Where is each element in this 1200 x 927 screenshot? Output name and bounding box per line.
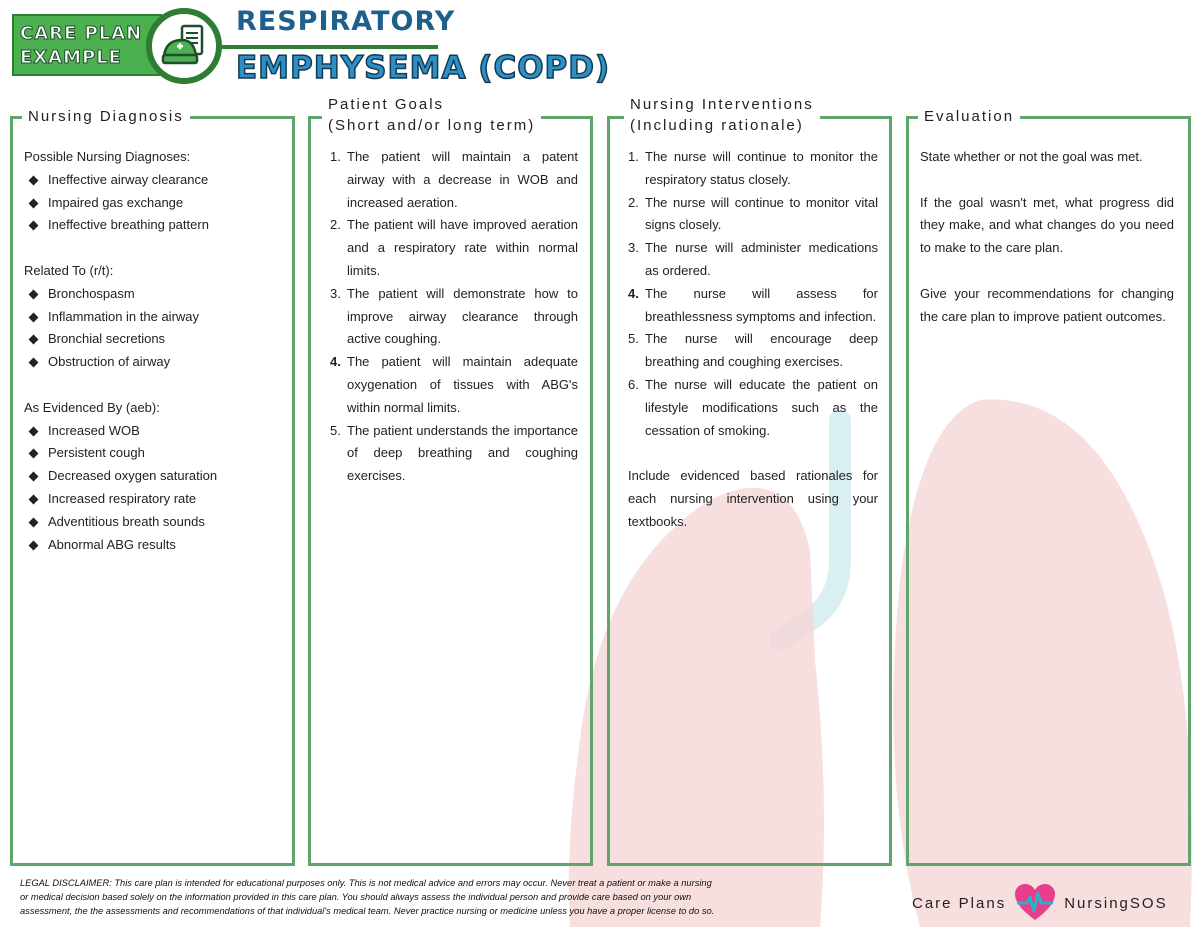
evaluation-content: [920, 146, 1174, 328]
list-item: 5. The nurse will encourage deep breathing and coughing exercises.: [628, 328, 878, 374]
evaluation-paragraph-1: State whether or not the goal was met.: [920, 149, 1143, 164]
intervention-text: The nurse will encourage deep breathing and coughing exercises.: [645, 331, 878, 370]
patient-goals-list: [330, 146, 578, 488]
list-item: Impaired gas exchange: [24, 192, 286, 215]
nursing-interventions-heading-line1: Nursing Interventions: [630, 96, 814, 113]
evaluation-heading: Evaluation: [918, 106, 1020, 127]
brand-footer: [912, 884, 1168, 922]
goal-text: The patient understands the importance of deep breathing and coughing exercises.: [347, 422, 578, 484]
nurse-hat-clipboard-icon: [146, 8, 222, 84]
list-item: 6. The nurse will educate the patient on lifestyle modifications such as the cessation of smoking.: [628, 374, 878, 442]
nursing-interventions-heading-line2: (Including rationale): [630, 117, 804, 134]
list-item: 4. The patient will maintain adequate oxygenation of tissues with ABG's within normal limits.: [330, 351, 578, 419]
interventions-note: Include evidenced based rationales for each nursing intervention using your textbooks.: [628, 468, 878, 529]
goal-text: The patient will demonstrate how to improve airway clearance through active coughing.: [347, 285, 578, 347]
list-item: Increased WOB: [24, 420, 286, 443]
disclaimer-line-2: or medical decision based solely on the information provided in this care plan. You should always assess the individual person and provide care based on your own: [20, 892, 692, 903]
patient-goals-content: [330, 146, 578, 488]
nursing-diagnosis-content: [24, 146, 286, 556]
tag-line-2: EXAMPLE: [20, 47, 122, 68]
list-item: Inflammation in the airway: [24, 306, 286, 329]
list-item: Obstruction of airway: [24, 351, 286, 374]
evaluation-paragraph-2: If the goal wasn't met, what progress did they make, and what changes do you need to make to the care plan.: [920, 194, 1174, 256]
related-to-list: [24, 283, 286, 374]
heart-pulse-icon: [1014, 884, 1056, 922]
evidenced-by-label: As Evidenced By (aeb):: [24, 399, 160, 415]
list-item: Increased respiratory rate: [24, 488, 286, 511]
list-item: 2. The nurse will continue to monitor vital signs closely.: [628, 192, 878, 238]
intervention-text: The nurse will administer medications as ordered.: [645, 240, 878, 278]
list-item: Ineffective breathing pattern: [24, 214, 286, 237]
list-item: Bronchial secretions: [24, 328, 286, 351]
list-item: 4. The nurse will assess for breathlessness symptoms and infection.: [628, 283, 878, 329]
brand-care-plans: Care Plans: [912, 894, 1007, 912]
related-to-label: Related To (r/t):: [24, 262, 114, 278]
intervention-text: The nurse will educate the patient on lifestyle modifications such as the cessation of smoking.: [645, 376, 878, 438]
patient-goals-heading: [322, 94, 541, 136]
nursing-interventions-content: [628, 146, 878, 534]
intervention-text: The nurse will continue to monitor vital signs closely.: [645, 194, 878, 233]
evaluation-paragraph-3: Give your recommendations for changing the care plan to improve patient outcomes.: [920, 285, 1174, 324]
brand-nursingsos: NursingSOS: [1064, 894, 1168, 912]
condition-title: EMPHYSEMA (COPD): [236, 50, 611, 86]
list-item: Decreased oxygen saturation: [24, 465, 286, 488]
list-item: 5. The patient understands the importance of deep breathing and coughing exercises.: [330, 420, 578, 488]
list-item: 1. The nurse will continue to monitor the respiratory status closely.: [628, 146, 878, 192]
list-item: Bronchospasm: [24, 283, 286, 306]
list-item: 3. The patient will demonstrate how to improve airway clearance through active coughing.: [330, 283, 578, 351]
intervention-text: The nurse will continue to monitor the respiratory status closely.: [645, 149, 878, 187]
interventions-list: [628, 146, 878, 442]
tag-line-1: CARE PLAN: [20, 23, 143, 44]
patient-goals-heading-line1: Patient Goals: [328, 96, 445, 113]
legal-disclaimer: [20, 876, 810, 919]
nursing-interventions-heading: [624, 94, 820, 136]
list-item: 1. The patient will maintain a patent airway with a decrease in WOB and increased aeration.: [330, 146, 578, 214]
list-item: Persistent cough: [24, 442, 286, 465]
goal-text: The patient will have improved aeration and a respiratory rate within normal limits.: [347, 217, 578, 278]
possible-diagnoses-label: Possible Nursing Diagnoses:: [24, 149, 191, 164]
list-item: Ineffective airway clearance: [24, 169, 286, 192]
disclaimer-line-3: assessment, the the assessments and recommendations of that individual's medical team. Never practice nursing or medicine unless you have a proper license to do so.: [20, 906, 715, 917]
disclaimer-line-1: LEGAL DISCLAIMER: This care plan is intended for educational purposes only. This is not medical advice and errors may occur. Never treat a patient or make a nursing: [20, 878, 712, 888]
list-item: Adventitious breath sounds: [24, 511, 286, 534]
nursing-diagnosis-heading: Nursing Diagnosis: [22, 106, 190, 127]
goal-text: The patient will maintain a patent airway with a decrease in WOB and increased aeration.: [347, 149, 578, 210]
list-item: 2. The patient will have improved aeration and a respiratory rate within normal limits.: [330, 214, 578, 282]
care-plan-example-tag: [12, 14, 162, 76]
evidenced-by-list: [24, 420, 286, 557]
list-item: 3. The nurse will administer medications as ordered.: [628, 237, 878, 283]
list-item: Abnormal ABG results: [24, 534, 286, 557]
category-title: RESPIRATORY: [236, 6, 456, 37]
title-divider: [222, 45, 438, 49]
goal-text: The patient will maintain adequate oxygenation of tissues with ABG's within normal limits.: [347, 354, 578, 415]
intervention-text: The nurse will assess for breathlessness symptoms and infection.: [645, 285, 878, 324]
patient-goals-heading-line2: (Short and/or long term): [328, 117, 536, 134]
possible-diagnoses-list: [24, 169, 286, 237]
